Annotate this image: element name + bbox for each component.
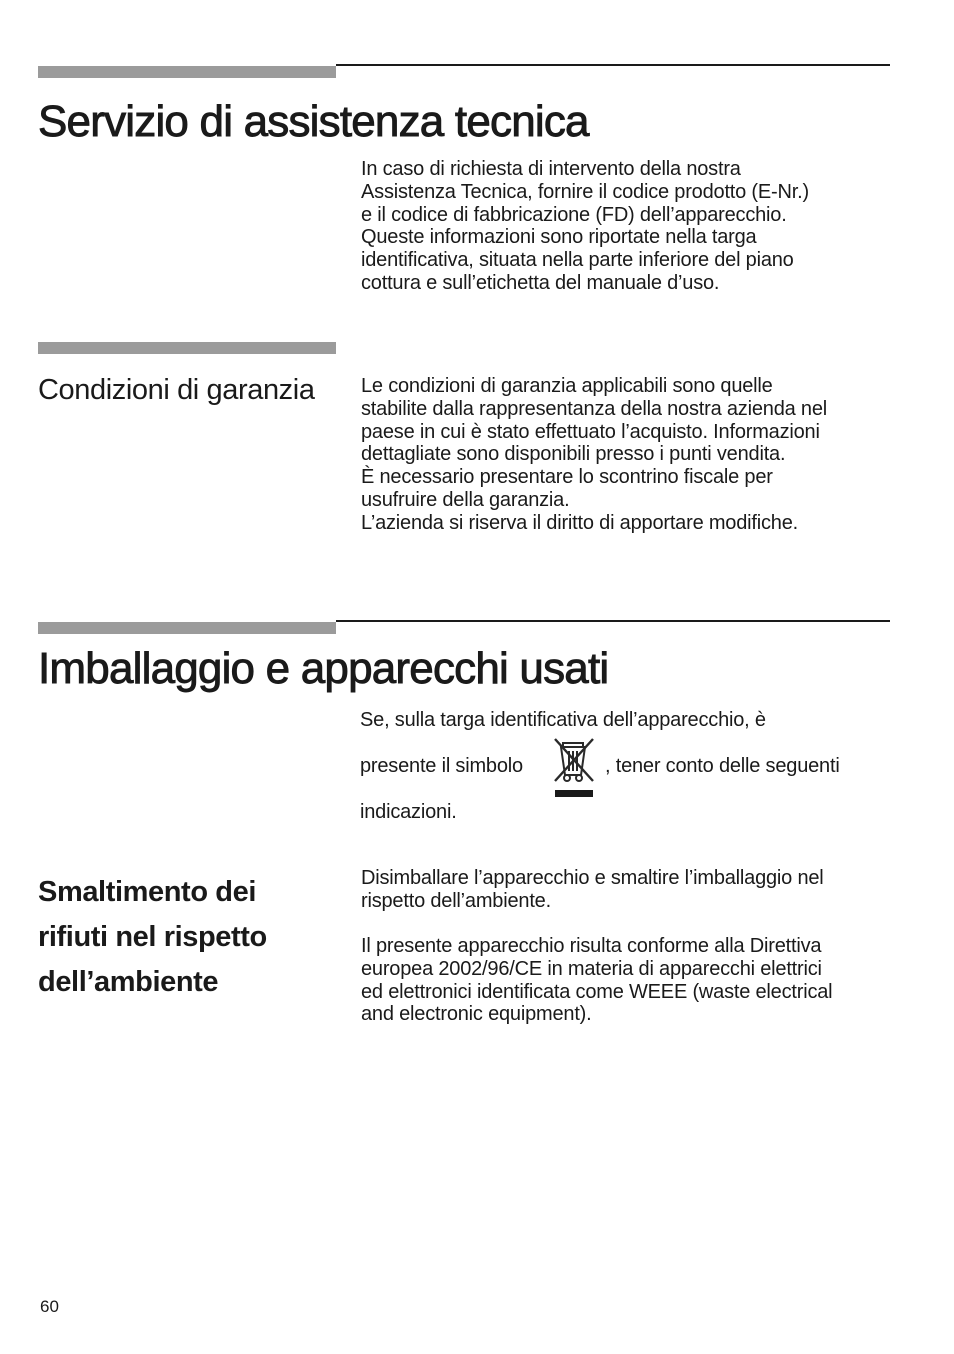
section-rule-black [336, 620, 890, 622]
disposal-heading: Smaltimento dei rifiuti nel rispetto dell’ambiente [38, 876, 267, 998]
section-rule-gray [38, 66, 336, 78]
warranty-paragraph: Le condizioni di garanzia applicabili sono quelle stabilite dalla rappresentanza della nostra azienda nel paese in cui è stato effettuato l’acquisto. Informazioni dettagliate sono disponibili presso i punti vendita. È necessario presentare lo scontrino fiscale per usufruire della garanzia. L’azienda si riserva il diritto di apportare modifiche. [361, 375, 827, 534]
disposal-paragraph-2: Il presente apparecchio risulta conforme alla Direttiva europea 2002/96/CE in materia di apparecchi elettrici ed elettronici identificata come WEEE (waste electrical and electronic equipment). [361, 935, 833, 1026]
page-title-packaging: Imballaggio e apparecchi usati [38, 644, 609, 693]
page-title-service: Servizio di assistenza tecnica [38, 97, 589, 146]
symbol-intro-line1: Se, sulla targa identificativa dell’apparecchio, è [360, 709, 766, 731]
section-rule-gray [38, 622, 336, 634]
warranty-heading: Condizioni di garanzia [38, 374, 315, 406]
service-paragraph: In caso di richiesta di intervento della nostra Assistenza Tecnica, fornire il codice prodotto (E-Nr.) e il codice di fabbricazione (FD) dell’apparecchio. Queste informazioni sono riportate nella targa identificativa, situata nella parte inferiore del piano cottura e sull’etichetta del manuale d’uso. [361, 158, 809, 294]
page-number: 60 [40, 1297, 59, 1316]
symbol-intro-line3: indicazioni. [360, 801, 457, 823]
disposal-paragraph-1: Disimballare l’apparecchio e smaltire l’imballaggio nel rispetto dell’ambiente. [361, 867, 824, 912]
symbol-intro-line2-before: presente il simbolo [360, 755, 523, 777]
crossed-out-wheelie-bin-icon [549, 735, 597, 799]
symbol-intro-line2-after: , tener conto delle seguenti [605, 755, 840, 777]
section-rule-black [336, 64, 890, 66]
section-rule-gray [38, 342, 336, 354]
